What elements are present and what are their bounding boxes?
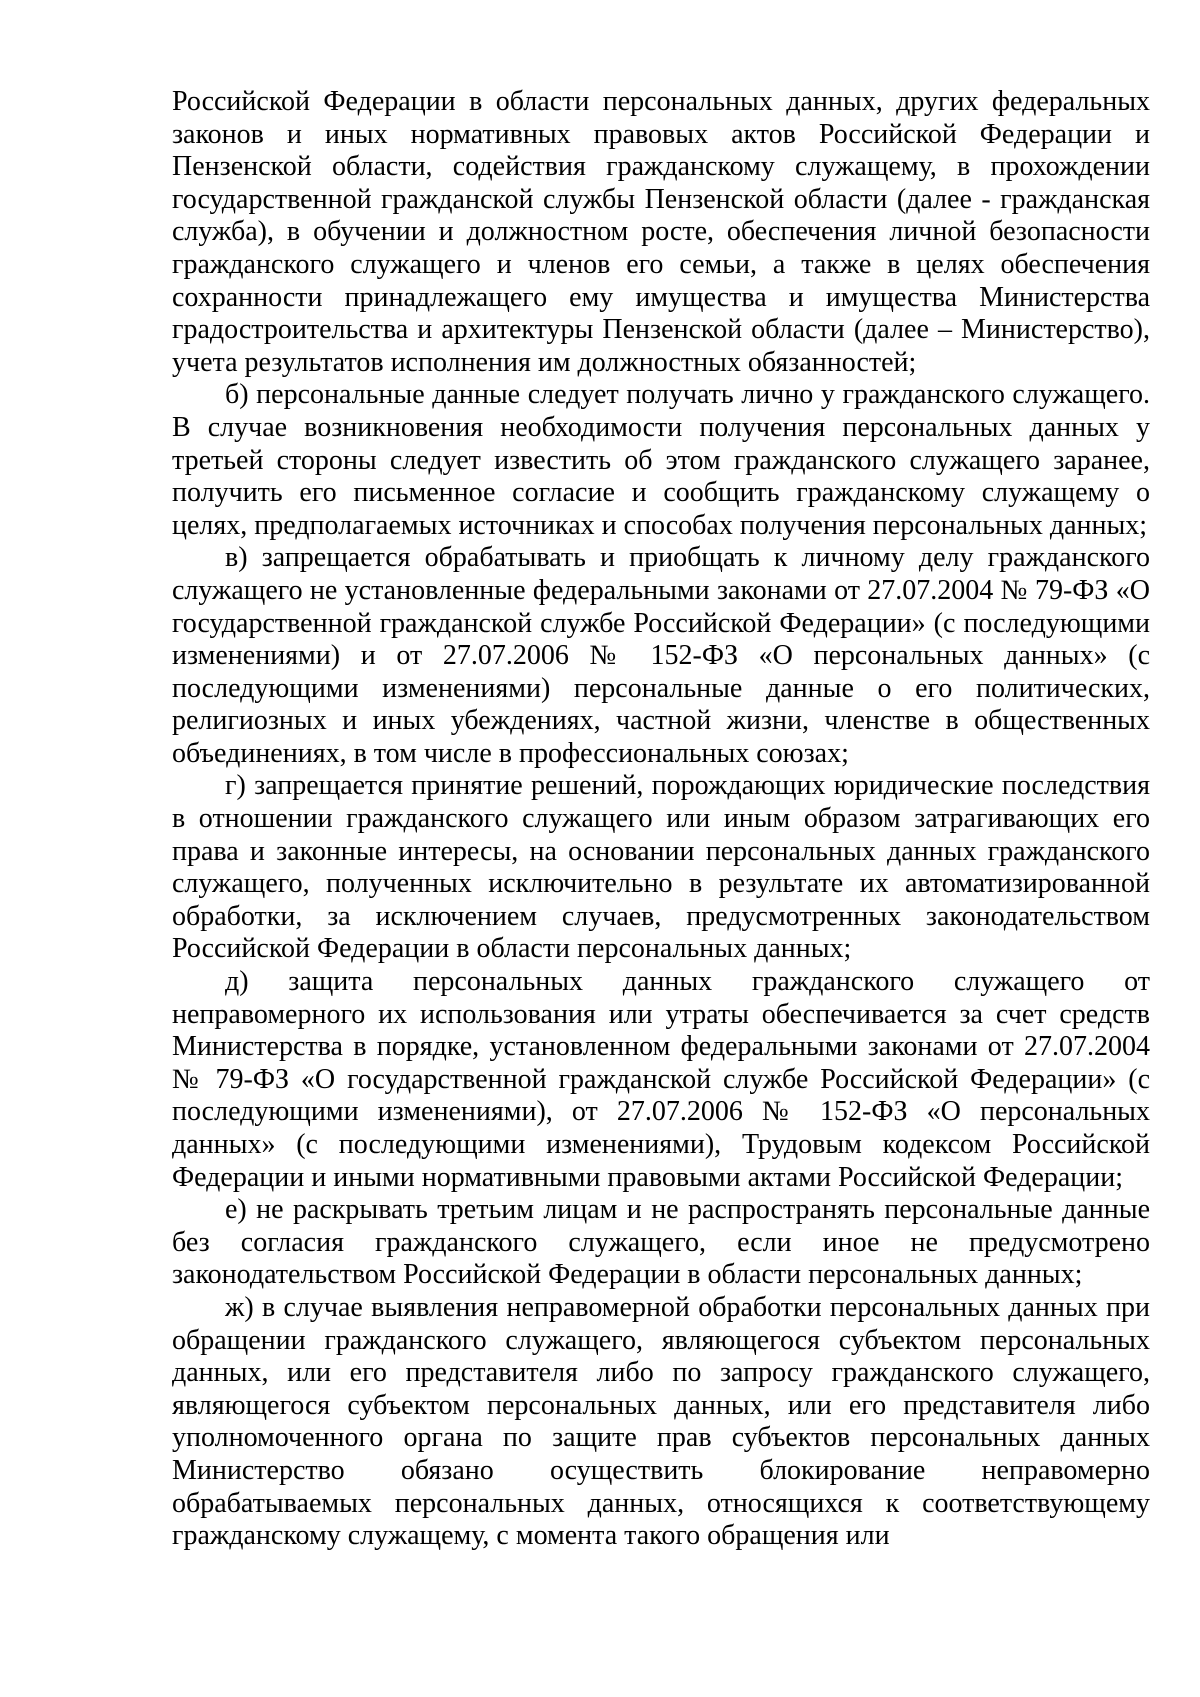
paragraph-e: е) не раскрывать третьим лицам и не распространять персональные данные без согласия гражданского служащего, если иное не предусмотрено законодательством Российской Федерации в области персональных данных; [172,1194,1150,1291]
paragraph-zh: ж) в случае выявления неправомерной обработки персональных данных при обращении гражданского служащего, являющегося субъектом персональных данных, или его представителя либо по запросу гражданского служащего, являющегося субъектом персональных данных, или его представителя либо уполномоченного органа по защите прав субъектов персональных данных Министерство обязано осуществить блокирование неправомерно обрабатываемых персональных данных, относящихся к соответствующему гражданскому служащему, с момента такого обращения или [172,1291,1150,1552]
document-body [172,86,1150,1553]
paragraph-d: д) защита персональных данных гражданского служащего от неправомерного их использования или утраты обеспечивается за счет средств Министерства в порядке, установленном федеральными законами от 27.07.2004 № 79-ФЗ «О государственной гражданской службе Российской Федерации» (с последующими изменениями), от 27.07.2006 № 152-ФЗ «О персональных данных» (с последующими изменениями), Трудовым кодексом Российской Федерации и иными нормативными правовыми актами Российской Федерации; [172,966,1150,1193]
paragraph-continuation: Российской Федерации в области персональных данных, других федеральных законов и иных нормативных правовых актов Российской Федерации и Пензенской области, содействия гражданскому служащему, в прохождении государственной гражданской службы Пензенской области (далее - гражданская служба), в обучении и должностном росте, обеспечения личной безопасности гражданского служащего и членов его семьи, а также в целях обеспечения сохранности принадлежащего ему имущества и имущества Министерства градостроительства и архитектуры Пензенской области (далее – Министерство), учета результатов исполнения им должностных обязанностей; [172,86,1150,378]
paragraph-v: в) запрещается обрабатывать и приобщать к личному делу гражданского служащего не установленные федеральными законами от 27.07.2004 № 79-ФЗ «О государственной гражданской службе Российской Федерации» (с последующими изменениями) и от 27.07.2006 № 152-ФЗ «О персональных данных» (с последующими изменениями) персональные данные о его политических, религиозных и иных убеждениях, частной жизни, членстве в общественных объединениях, в том числе в профессиональных союзах; [172,542,1150,769]
paragraph-b: б) персональные данные следует получать лично у гражданского служащего. В случае возникновения необходимости получения персональных данных у третьей стороны следует известить об этом гражданского служащего заранее, получить его письменное согласие и сообщить гражданскому служащему о целях, предполагаемых источниках и способах получения персональных данных; [172,379,1150,541]
paragraph-g: г) запрещается принятие решений, порождающих юридические последствия в отношении гражданского служащего или иным образом затрагивающих его права и законные интересы, на основании персональных данных гражданского служащего, полученных исключительно в результате их автоматизированной обработки, за исключением случаев, предусмотренных законодательством Российской Федерации в области персональных данных; [172,770,1150,965]
